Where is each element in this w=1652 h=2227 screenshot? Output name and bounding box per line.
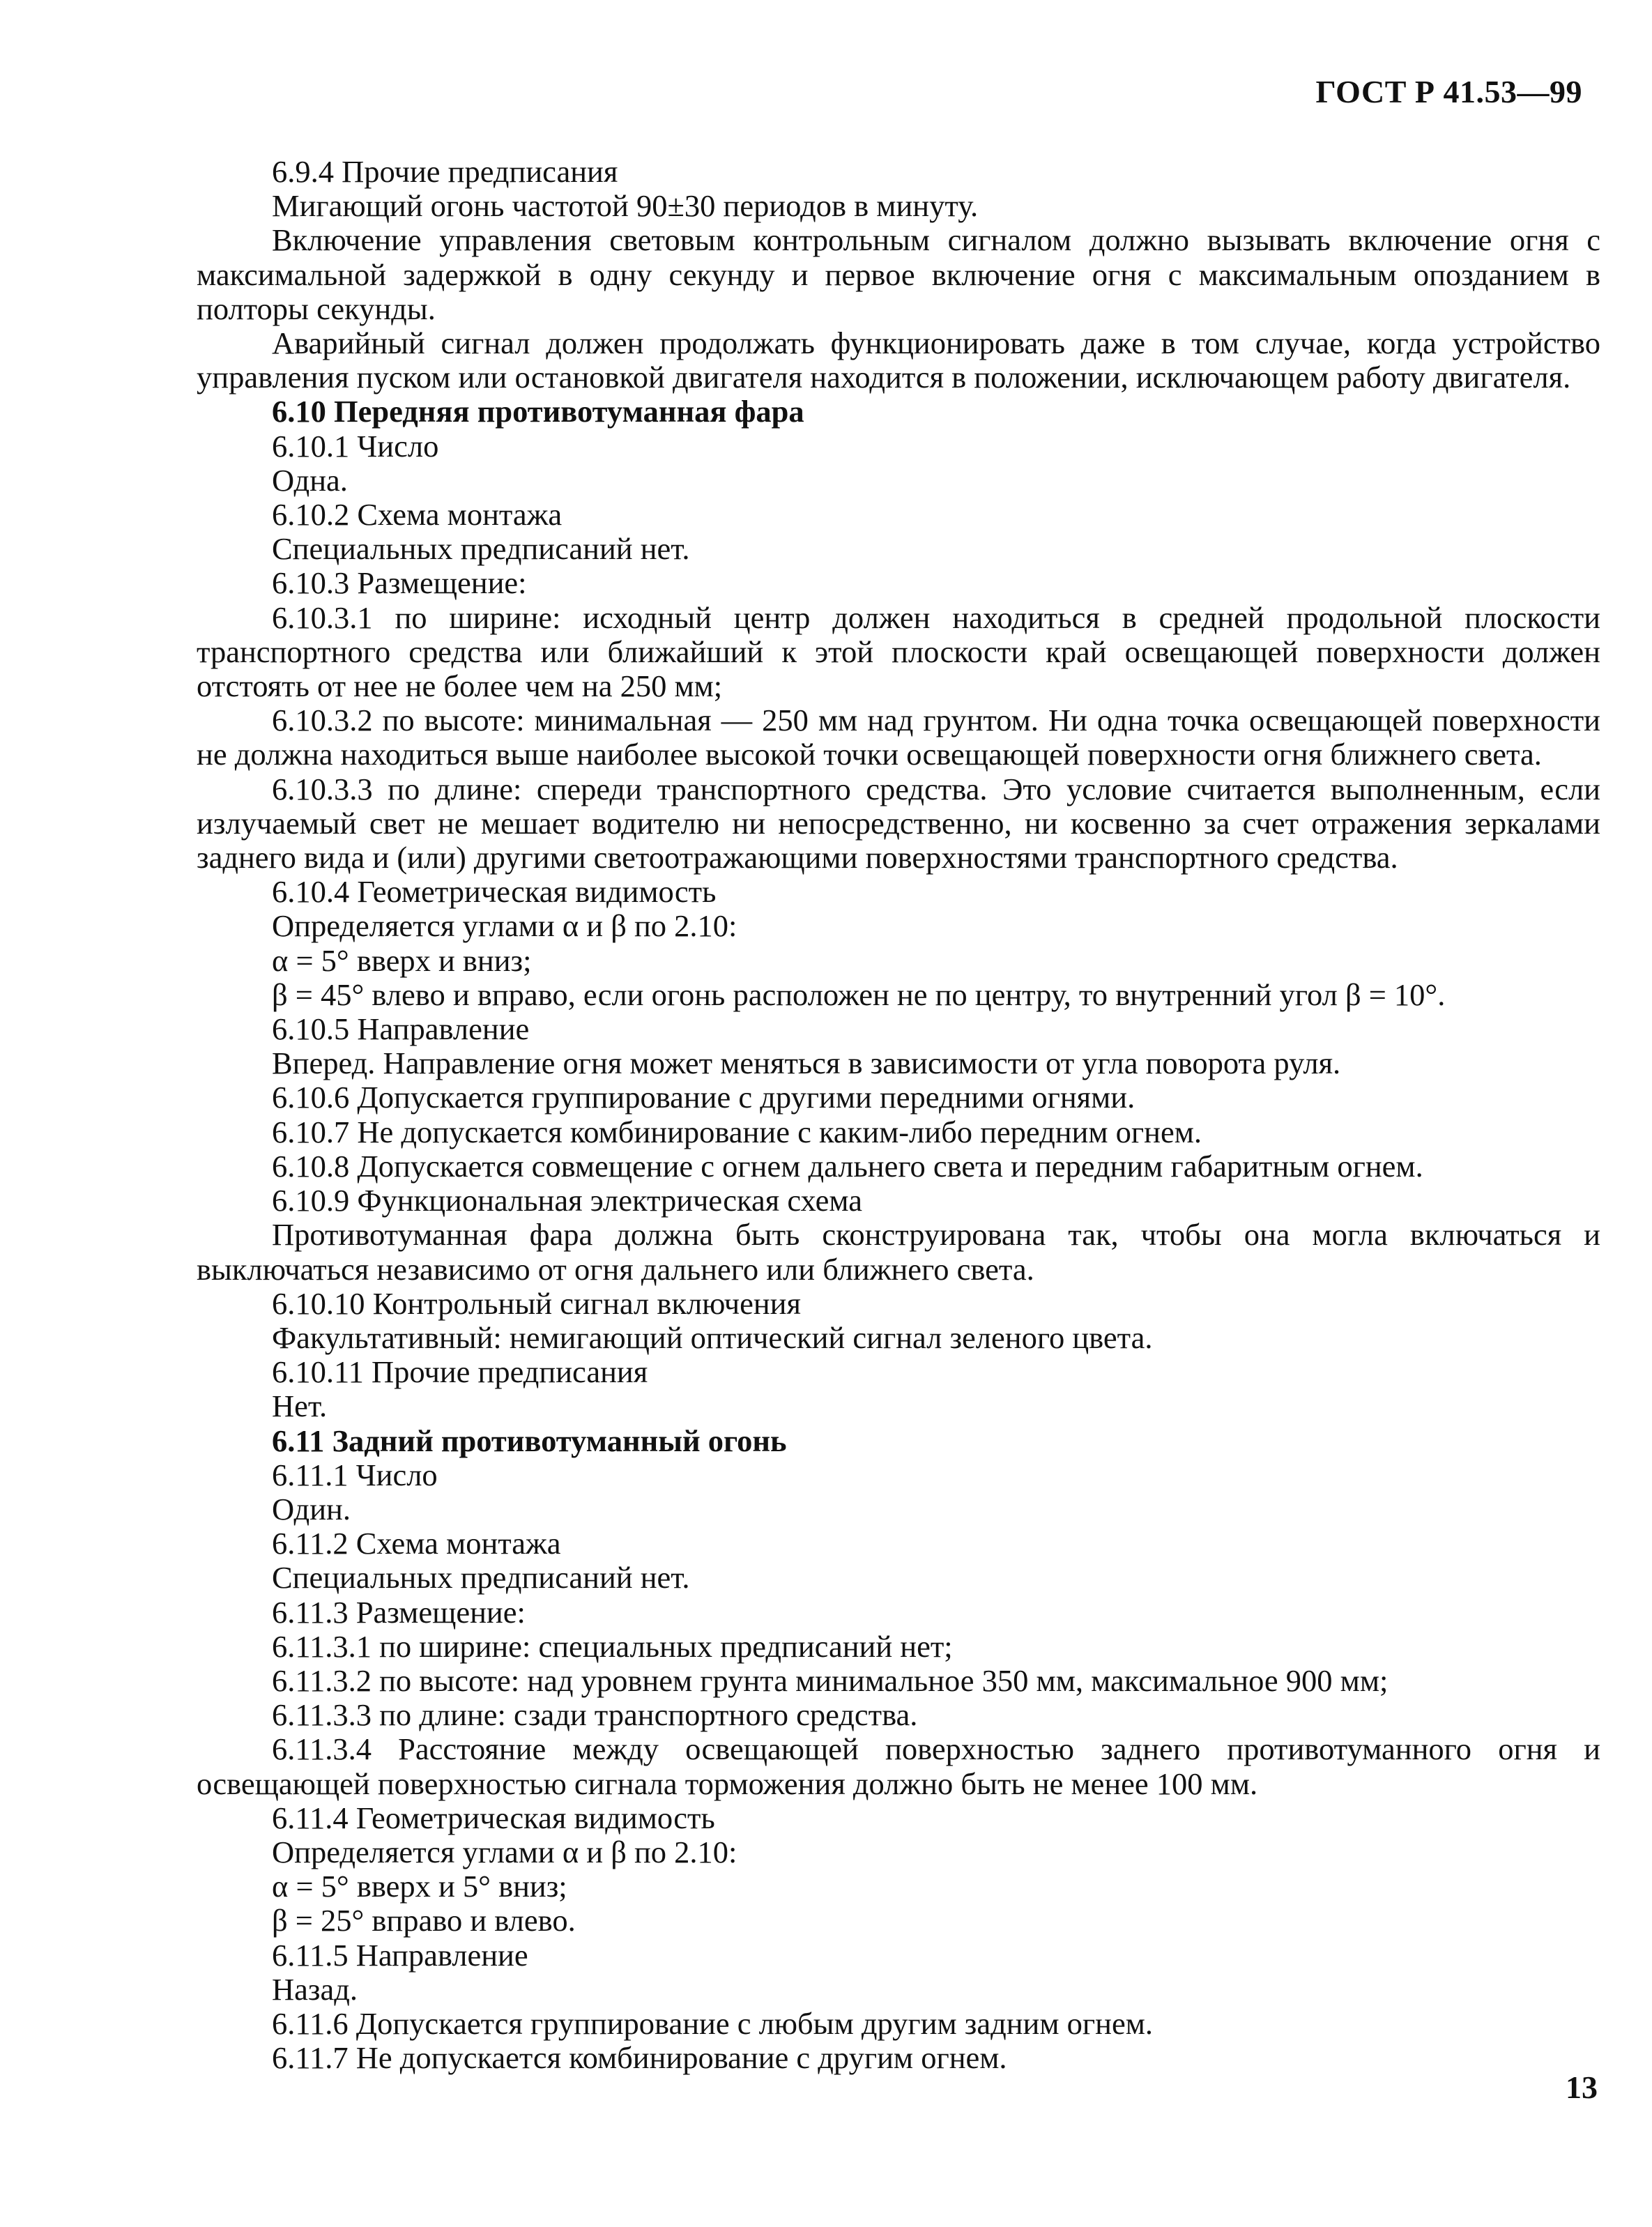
paragraph: Вперед. Направление огня может меняться в зависимости от угла поворота руля. bbox=[272, 1046, 1341, 1081]
paragraph: 6.10.10 Контрольный сигнал включения bbox=[272, 1285, 801, 1321]
paragraph: Факультативный: немигающий оптический сигнал зеленого цвета. bbox=[272, 1319, 1153, 1355]
paragraph: Специальных предписаний нет. bbox=[272, 531, 690, 567]
paragraph: 6.10.3.3 по длине: спереди транспортного средства. Это условие считается выполненным, если излучаемый свет не мешает водителю ни непосредственно, ни косвенно за счет отражения зеркалами заднего вида и (или) другими светоотражающими поверхностями транспортного средства. bbox=[197, 771, 1600, 875]
paragraph: 6.11.4 Геометрическая видимость bbox=[272, 1800, 715, 1835]
paragraph: Один. bbox=[272, 1491, 351, 1526]
paragraph: Специальных предписаний нет. bbox=[272, 1560, 690, 1595]
paragraph: 6.10.9 Функциональная электрическая схема bbox=[272, 1183, 862, 1218]
paragraph: 6.11.1 Число bbox=[272, 1457, 438, 1492]
paragraph: Назад. bbox=[272, 1971, 358, 2007]
paragraph: 6.11.5 Направление bbox=[272, 1937, 528, 1973]
paragraph: Включение управления световым контрольным сигналом должно вызывать включение огня с максимальной задержкой в одну секунду и первое включение огня с максимальным опозданием в полторы секунды. bbox=[197, 222, 1600, 326]
paragraph: Нет. bbox=[272, 1388, 328, 1424]
paragraph: 6.11.3.4 Расстояние между освещающей поверхностью заднего противотуманного огня и освещающей поверхностью сигнала торможения должно быть не менее 100 мм. bbox=[197, 1731, 1600, 1801]
paragraph: 6.10.2 Схема монтажа bbox=[272, 497, 563, 533]
document-header: ГОСТ Р 41.53—99 bbox=[1315, 74, 1582, 109]
paragraph: Мигающий огонь частотой 90±30 периодов в минуту. bbox=[272, 188, 979, 224]
document-body bbox=[197, 155, 1600, 2075]
paragraph: Одна. bbox=[272, 462, 348, 498]
paragraph: 6.10.11 Прочие предписания bbox=[272, 1354, 648, 1390]
paragraph: Определяется углами α и β по 2.10: bbox=[272, 908, 737, 944]
paragraph: 6.11.3.2 по высоте: над уровнем грунта минимальное 350 мм, максимальное 900 мм; bbox=[272, 1662, 1389, 1698]
paragraph: 6.11.3 Размещение: bbox=[272, 1594, 526, 1630]
page-number: 13 bbox=[1566, 2069, 1598, 2105]
paragraph: 6.11.2 Схема монтажа bbox=[272, 1526, 561, 1561]
paragraph: 6.11.7 Не допускается комбинирование с другим огнем. bbox=[272, 2040, 1007, 2076]
paragraph: 6.10.3.1 по ширине: исходный центр должен находиться в средней продольной плоскости транспортного средства или ближайший к этой плоскости край освещающей поверхности должен отстоять от нее не более чем на 250 мм; bbox=[197, 599, 1600, 704]
paragraph: 6.11.3.1 по ширине: специальных предписаний нет; bbox=[272, 1628, 953, 1664]
paragraph: 6.10.4 Геометрическая видимость bbox=[272, 874, 717, 910]
paragraph: 6.10 Передняя противотуманная фара bbox=[272, 394, 804, 429]
paragraph: 6.10.8 Допускается совмещение с огнем дальнего света и передним габаритным огнем. bbox=[272, 1148, 1423, 1184]
paragraph: 6.10.7 Не допускается комбинирование с каким-либо передним огнем. bbox=[272, 1114, 1202, 1149]
paragraph: α = 5° вверх и вниз; bbox=[272, 942, 532, 978]
paragraph: 6.11 Задний противотуманный огонь bbox=[272, 1423, 787, 1458]
paragraph: 6.10.3.2 по высоте: минимальная — 250 мм над грунтом. Ни одна точка освещающей поверхности не должна находиться выше наиболее высокой точки освещающей поверхности огня ближнего света. bbox=[197, 703, 1600, 772]
paragraph: 6.9.4 Прочие предписания bbox=[272, 154, 618, 189]
paragraph: Определяется углами α и β по 2.10: bbox=[272, 1834, 737, 1869]
paragraph: 6.10.3 Размещение: bbox=[272, 565, 527, 601]
paragraph: 6.10.5 Направление bbox=[272, 1011, 530, 1047]
paragraph: 6.10.6 Допускается группирование с другими передними огнями. bbox=[272, 1080, 1135, 1115]
paragraph: Аварийный сигнал должен продолжать функционировать даже в том случае, когда устройство управления пуском или остановкой двигателя находится в положении, исключающем работу двигателя. bbox=[197, 326, 1600, 395]
paragraph: α = 5° вверх и 5° вниз; bbox=[272, 1869, 567, 1904]
paragraph: 6.11.3.3 по длине: сзади транспортного средства. bbox=[272, 1697, 918, 1733]
paragraph: 6.10.1 Число bbox=[272, 428, 439, 464]
paragraph: 6.11.6 Допускается группирование с любым другим задним огнем. bbox=[272, 2005, 1154, 2041]
paragraph: Противотуманная фара должна быть сконструирована так, чтобы она могла включаться и выключаться независимо от огня дальнего или ближнего света. bbox=[197, 1217, 1600, 1287]
paragraph: β = 25° вправо и влево. bbox=[272, 1903, 576, 1938]
paragraph: β = 45° влево и вправо, если огонь расположен не по центру, то внутренний угол β = 10°. bbox=[272, 977, 1446, 1012]
